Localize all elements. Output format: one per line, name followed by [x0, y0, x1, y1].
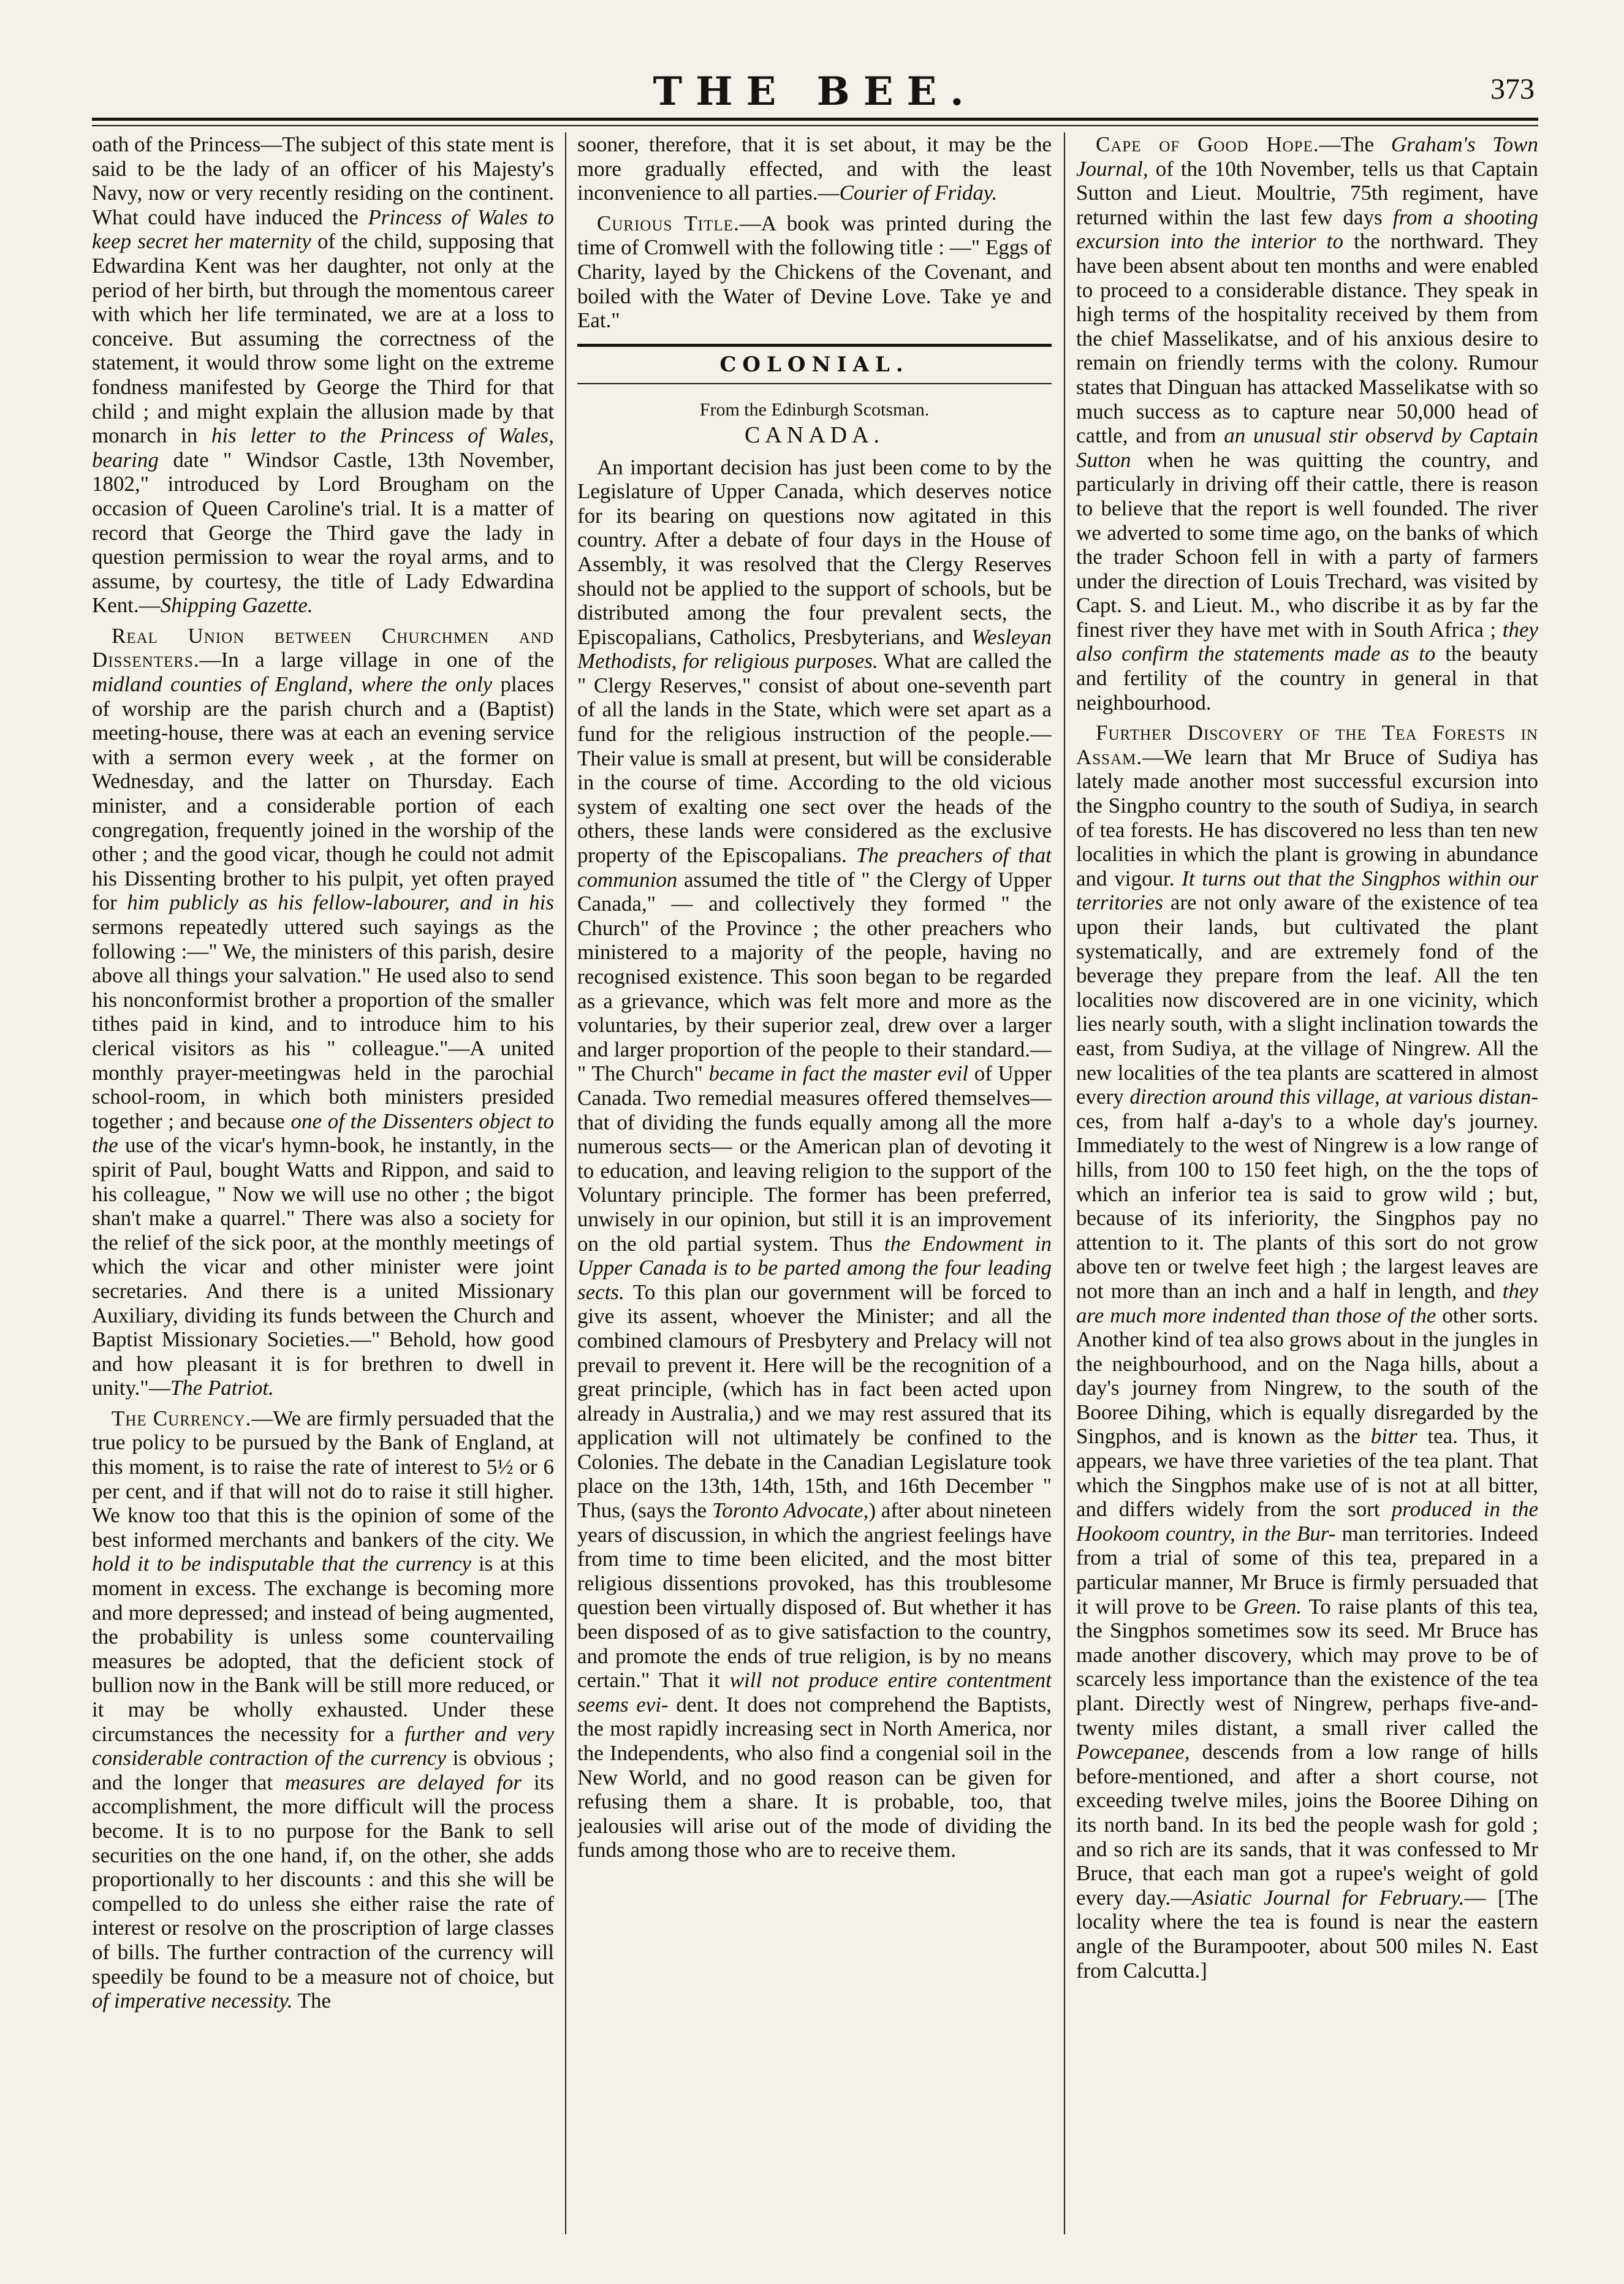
article-currency-continued: sooner, therefore, that it is set about, it may be the more gradually effected, and with the least inconvenience to all parties.—Courier of Friday. [577, 132, 1052, 205]
article-union-paragraph: Real Union between Churchmen and Dissenters.—In a large village in one of the midland counties of England, where the only places of worship are the parish church and a (Baptist) meeting-house, there was at each an evening service with a sermon every week , at the former on Wednesday, and the latter on Thursday. Each minister, and a considerable portion of each congregation, frequently joined in the worship of the other ; and the good vicar, though he could not admit his Dissenting brother to his pulpit, yet often prayed for him publicly as his fellow-labourer, and in his sermons repeatedly uttered such sayings as the following :—" We, the ministers of this parish, desire above all things your salvation." He used also to send his nonconformist brother a proportion of the smaller tithes paid in kind, and to introduce him to his clerical visitors as his " colleague."—A united monthly prayer-meetingwas held in the parochial school-room, in which both ministers presided together ; and because one of the Dissenters object to the use of the vicar's hymn-book, he instantly, in the spirit of Paul, bought Watts and Rippon, and said to his colleague, " Now we will use no other ; the bigot shan't make a quarrel." There was also a society for the relief of the sick poor, at the monthly meetings of which the vicar and other minister were joint secretaries. And there is a united Missionary Auxiliary, dividing its funds between the Church and Baptist Missionary Societies.—" Behold, how good and how pleasant it is for brethren to dwell in unity."—The Patriot. [92, 623, 554, 1400]
article-cape-paragraph: Cape of Good Hope.—The Graham's Town Journal, of the 10th November, tells us that Captain Sutton and Lieut. Moultrie, 75th regiment, have returned within the last few days from a shooting excursion into the interior to the northward. They have been absent about ten months and were enabled to proceed to a considerable distance. They speak in high terms of the hospitality received by them from the chief Masselikatse, and of his anxious desire to remain on friendly terms with the colony. Rumour states that Dinguan has attacked Masselikatse with so much success as to capture near 50,000 head of cattle, and from an unusual stir observd by Captain Sutton when he was quitting the country, and particularly in driving off their cattle, there is reason to believe that the report is well founded. The river we adverted to some time ago, on the banks of which the trader Schoon fell in with a party of farmers under the direction of Louis Trechard, was visited by Capt. S. and Lieut. M., who discribe it as by far the finest river they have met with in South Africa ; they also confirm the statements made as to the beauty and fertility of the country in general in that neighbourhood. [1076, 132, 1538, 715]
article-source: The Patriot. [170, 1376, 274, 1400]
place-heading-canada: CANADA. [744, 422, 885, 448]
source-line: From the Edinburgh Scotsman. [699, 400, 930, 420]
column-1 [92, 132, 554, 2240]
article-princess-paragraph: oath of the Princess—The subject of this state ment is said to be the lady of an officer of his Majesty's Navy, now or very recently residing on the continent. What could have induced the Princess of Wales to keep secret her maternity of the child, supposing that Edwardina Kent was her daughter, not only at the period of her birth, but through the momentous career with which her life terminated, we are at a loss to conceive. But assuming the correctness of the statement, it would throw some light on the extreme fondness manifested by George the Third for that child ; and might explain the allusion made by that monarch in his letter to the Princess of Wales, bearing date " Windsor Castle, 13th November, 1802," introduced by Lord Brougham on the occasion of Queen Caroline's trial. It is a matter of record that George the Third gave the lady in question permission to wear the royal arms, and to assume, by courtesy, the title of Lady Edwardina Kent.—Shipping Gazette. [92, 132, 554, 618]
article-heading: Curious Title. [597, 211, 740, 235]
article-currency-paragraph: The Currency.—We are firmly persuaded that the true policy to be pursued by the Bank of England, at this moment, is to raise the rate of interest to 5½ or 6 per cent, and if that will not do to raise it still higher. We know too that this is the opinion of some of the best informed merchants and bankers of the city. We hold it to be indisputable that the currency is at this moment in excess. The exchange is becoming more and more depressed; and instead of being augmented, the probability is unless some countervailing measures be adopted, that the deficient stock of bullion now in the Bank will be still more reduced, or it may be wholly exhausted. Under these circumstances the necessity for a further and very considerable contraction of the currency is obvious ; and the longer that measures are delayed for its accomplishment, the more difficult will the process become. It is to no purpose for the Bank to sell securities on the one hand, if, on the other, she adds proportionally to her discounts : and this she will be compelled to do unless she either raise the rate of interest or resolve on the proscription of large classes of bills. The further contraction of the currency will speedily be found to be a measure not of choice, but of imperative necessity. The [92, 1406, 554, 2013]
column-2 [577, 132, 1052, 2240]
header-rule-thin [92, 125, 1538, 126]
article-canada-paragraph: An important decision has just been come to by the Legislature of Upper Canada, which deserves notice for its bearing on questions now agitated in this country. After a debate of four days in the House of Assembly, it was resolved that the Clergy Reserves should not be applied to the support of schools, but be distributed among the four prevalent sects, the Episcopalians, Catholics, Presbyterians, and Wesleyan Methodists, for religious purposes. What are called the " Clergy Reserves," consist of about one-seventh part of all the lands in the State, which were set apart as a fund for the religious instruction of the people.— Their value is small at present, but will be considerable in the course of time. According to the old vicious system of exalting one sect over the heads of the others, these lands were considered as the exclusive property of the Episcopalians. The preachers of that communion assumed the title of " the Clergy of Upper Canada," — and collectively they formed " the Church" of the Province ; the other preachers who ministered to a majority of the people, having no recognised existence. This soon began to be regarded as a grievance, which was felt more and more as the voluntaries, by their superior zeal, drew over a larger and larger proportion of the people to their standard.— " The Church" became in fact the master evil of Upper Canada. Two remedial measures offered themselves—that of dividing the funds equally among all the more numerous sects— or the American plan of devoting it to education, and leaving religion to the support of the Voluntary principle. The former has been preferred, unwisely in our opinion, but still it is an improvement on the old partial system. Thus the Endowment in Upper Canada is to be parted among the four leading sects. To this plan our government will be forced to give its assent, whoever the Minister; and all the combined clamours of Presbytery and Prelacy will not prevail to prevent it. Here will be the recognition of a great principle, (which has in fact been acted upon already in Australia,) and we may rest assured that its application will not ultimately be confined to the Colonies. The debate in the Canadian Legislature took place on the 13th, 14th, 15th, and 16th December " Thus, (says the Toronto Advocate,) after about nineteen years of discussion, in which the angriest feelings have from time to time been elicited, and the most bitter religious dissentions provoked, has this troublesome question been virtually disposed of. But whether it has been disposed of as to give satisfaction to the country, and promote the ends of true religion, is by no means certain." That it will not produce entire contentment seems evi- dent. It does not comprehend the Baptists, the most rapidly increasing sect in North America, nor the Independents, who also find a congenial soil in the New World, and no good reason can be given for refusing them a share. It is probable, too, that jealousies will arise out of the mode of dividing the funds among those who are to receive them. [577, 455, 1052, 1862]
column-divider-right [1064, 132, 1065, 2234]
article-heading: Further Discovery of the Tea Forests in Assam. [1076, 721, 1538, 769]
newspaper-title: THE BEE. [653, 69, 977, 115]
column-divider-left [565, 132, 566, 2234]
article-source: Courier of Friday. [839, 181, 998, 205]
article-curious-title-paragraph: Curious Title.—A book was printed during the time of Cromwell with the following title : —" Eggs of Charity, layed by the Chickens of the Covenant, and boiled with the Water of Devine Love. Take ye and Eat." [577, 211, 1052, 333]
article-heading: The Currency. [112, 1406, 252, 1430]
section-heading-colonial: COLONIAL. [577, 344, 1052, 385]
article-tea-forests-paragraph: Further Discovery of the Tea Forests in Assam.—We learn that Mr Bruce of Sudiya has lately made another most successful excursion into the Singpho country to the south of Sudiya, in search of tea forests. He has discovered no less than ten new localities in which the plant is growing in abundance and vigour. It turns out that the Singphos within our territories are not only aware of the existence of tea upon their lands, but cultivated the plant systematically, and are extremely fond of the beverage they prepare from the leaf. All the ten localities now discovered are in one vicinity, which lies nearly south, with a slight inclination towards the east, from Sudiya, at the village of Ningrew. All the new localities of the tea plants are scattered in almost every direction around this village, at various distan- ces, from half a-day's to a whole day's journey. Immediately to the west of Ningrew is a low range of hills, from 100 to 150 feet high, on the the tops of which an inferior tea is said to grow wild ; but, because of its inferiority, the Singphos pay no attention to it. The plants of this sort do not grow above ten or twelve feet high ; the largest leaves are not more than an inch and a half in length, and they are much more indented than those of the other sorts. Another kind of tea also grows about in the jungles in the neighbourhood, and on the Naga hills, about a day's journey from Ningrew, to the south of the Booree Dihing, which is equally disregarded by the Singphos, and is known as the bitter tea. Thus, it appears, we have three varieties of the tea plant. That which the Singphos make use of is not at all bitter, and differs widely from the sort produced in the Hookoom country, in the Bur- man territories. Indeed from a trial of some of this tea, prepared in a particular manner, Mr Bruce is firmly persuaded that it will prove to be Green. To raise plants of this tea, the Singphos sometimes sow its seed. Mr Bruce has made another discovery, which may prove to be of scarcely less importance than the existence of the tea plant. Directly west of Ningrew, perhaps five-and-twenty miles distant, a small river called the Powcepanee, descends from a low range of hills before-mentioned, and after a short course, not exceeding twelve miles, joins the Booree Dihing on its north band. In its bed the people wash for gold ; and so rich are its sands, that it was confessed to Mr Bruce, that each man got a rupee's weight of gold every day.—Asiatic Journal for February.— [The locality where the tea is found is near the eastern angle of the Burampooter, about 500 miles N. East from Calcutta.] [1076, 721, 1538, 1982]
article-heading: Real Union between Churchmen and Dissenters. [92, 623, 554, 672]
article-source: Shipping Gazette. [160, 593, 313, 618]
masthead [92, 66, 1538, 115]
article-heading: Cape of Good Hope. [1096, 132, 1319, 156]
page-number: 373 [1490, 73, 1535, 105]
article-source: Asiatic Journal for February. [1192, 1885, 1465, 1910]
column-3 [1076, 132, 1538, 2240]
header-rule [92, 118, 1538, 121]
